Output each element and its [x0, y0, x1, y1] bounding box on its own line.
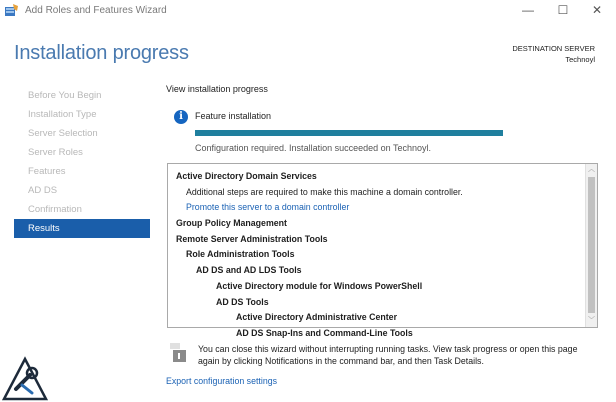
sidebar-item-server-selection: Server Selection [28, 128, 98, 139]
scroll-down-icon[interactable]: ﹀ [588, 317, 595, 324]
title-bar [0, 0, 616, 22]
window-title: Add Roles and Features Wizard [25, 5, 167, 16]
view-progress-label: View installation progress [166, 84, 268, 94]
wrench-logo-icon [2, 357, 48, 401]
sidebar-item-server-roles: Server Roles [28, 147, 83, 158]
results-content [176, 169, 581, 342]
info-icon: i [174, 110, 188, 124]
maximize-button[interactable]: ☐ [557, 3, 569, 17]
promote-domain-controller-link[interactable]: Promote this server to a domain controller [186, 202, 350, 213]
installation-status: Configuration required. Installation succeeded on Technoyl. [195, 143, 431, 153]
sidebar-item-features: Features [28, 166, 66, 177]
destination-server [512, 43, 595, 65]
result-line: Remote Server Administration Tools [176, 233, 328, 244]
result-line: Active Directory module for Windows PowerShell [216, 280, 423, 291]
server-wizard-icon [4, 3, 19, 18]
wizard-steps-sidebar [14, 86, 150, 238]
result-line: Active Directory Domain Services [176, 171, 317, 181]
sidebar-item-installation-type: Installation Type [28, 109, 97, 120]
progress-fill [195, 130, 503, 136]
result-line: Group Policy Management [176, 218, 287, 229]
flag-note-icon [170, 343, 187, 363]
minimize-button[interactable]: — [522, 3, 534, 17]
page-title: Installation progress [14, 42, 189, 64]
sidebar-item-confirmation: Confirmation [28, 204, 82, 215]
result-line: AD DS Tools [216, 296, 269, 307]
feature-installation-label: Feature installation [195, 111, 272, 121]
installation-progress-bar [195, 130, 503, 136]
destination-label: DESTINATION SERVER [512, 44, 595, 53]
result-line: Additional steps are required to make this machine a domain controller. [186, 186, 463, 197]
export-configuration-link[interactable]: Export configuration settings [166, 376, 278, 386]
scroll-up-icon[interactable]: ︿ [588, 166, 595, 173]
close-button[interactable]: ✕ [591, 3, 603, 17]
result-line: Active Directory Administrative Center [236, 312, 398, 323]
destination-value: Technoyl [565, 55, 595, 64]
results-list[interactable] [167, 163, 598, 338]
result-line: AD DS and AD LDS Tools [196, 265, 302, 276]
result-line: Role Administration Tools [186, 249, 295, 260]
close-wizard-note: You can close this wizard without interrupting running tasks. View task progress or open this page again by clicking Notifications in the command bar, and then Task Details. [198, 344, 578, 366]
sidebar-item-ad-ds: AD DS [28, 185, 58, 196]
sidebar-item-before-you-begin: Before You Begin [28, 90, 102, 101]
sidebar-item-results[interactable]: Results [14, 219, 150, 238]
results-scrollbar[interactable] [585, 164, 597, 327]
result-line: AD DS Snap-Ins and Command-Line Tools [236, 327, 413, 338]
scrollbar-thumb[interactable] [588, 177, 595, 313]
